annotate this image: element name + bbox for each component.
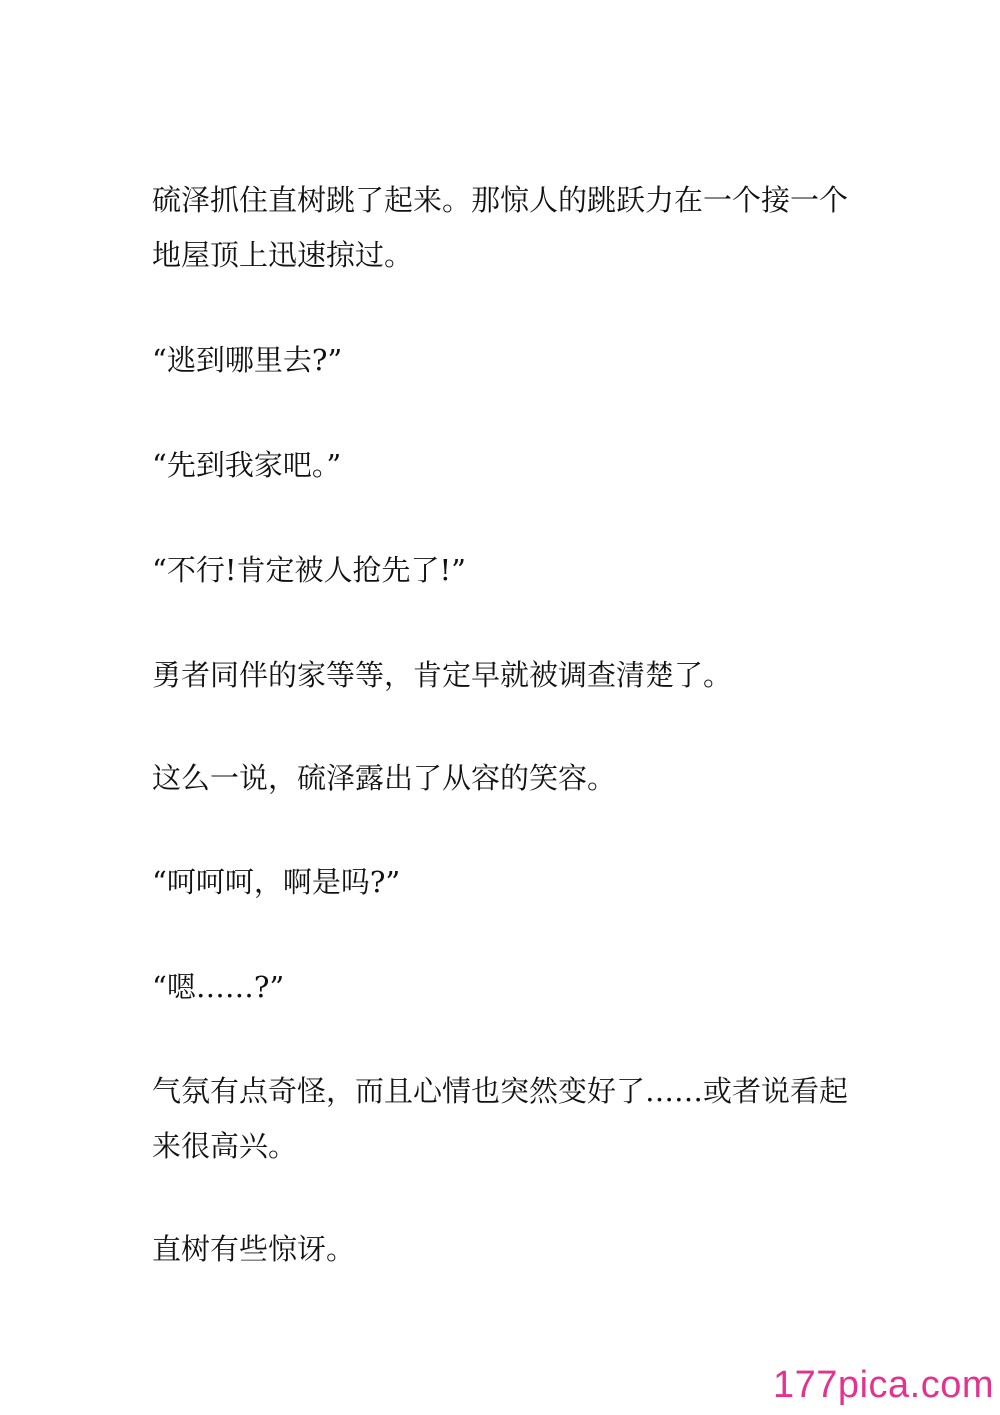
paragraph-1: 硫泽抓住直树跳了起来。那惊人的跳跃力在一个接一个地屋顶上迅速掠过。 bbox=[152, 183, 849, 272]
paragraph-10: 直树有些惊讶。 bbox=[152, 1232, 356, 1266]
paragraph-6: 这么一说，硫泽露出了从容的笑容。 bbox=[152, 761, 617, 795]
paragraph-8: “嗯……?” bbox=[152, 970, 285, 1004]
paragraph-9: 气氛有点奇怪，而且心情也突然变好了……或者说看起来很高兴。 bbox=[152, 1074, 849, 1163]
paragraph-2: “逃到哪里去?” bbox=[152, 343, 343, 377]
paragraph-3: “先到我家吧。” bbox=[152, 448, 342, 482]
paragraph-7: “呵呵呵，啊是吗?” bbox=[152, 865, 401, 899]
watermark-text: 177pica.com bbox=[773, 1364, 994, 1406]
paragraph-5: 勇者同伴的家等等，肯定早就被调查清楚了。 bbox=[152, 658, 733, 692]
paragraph-4: “不行!肯定被人抢先了!” bbox=[152, 553, 466, 587]
